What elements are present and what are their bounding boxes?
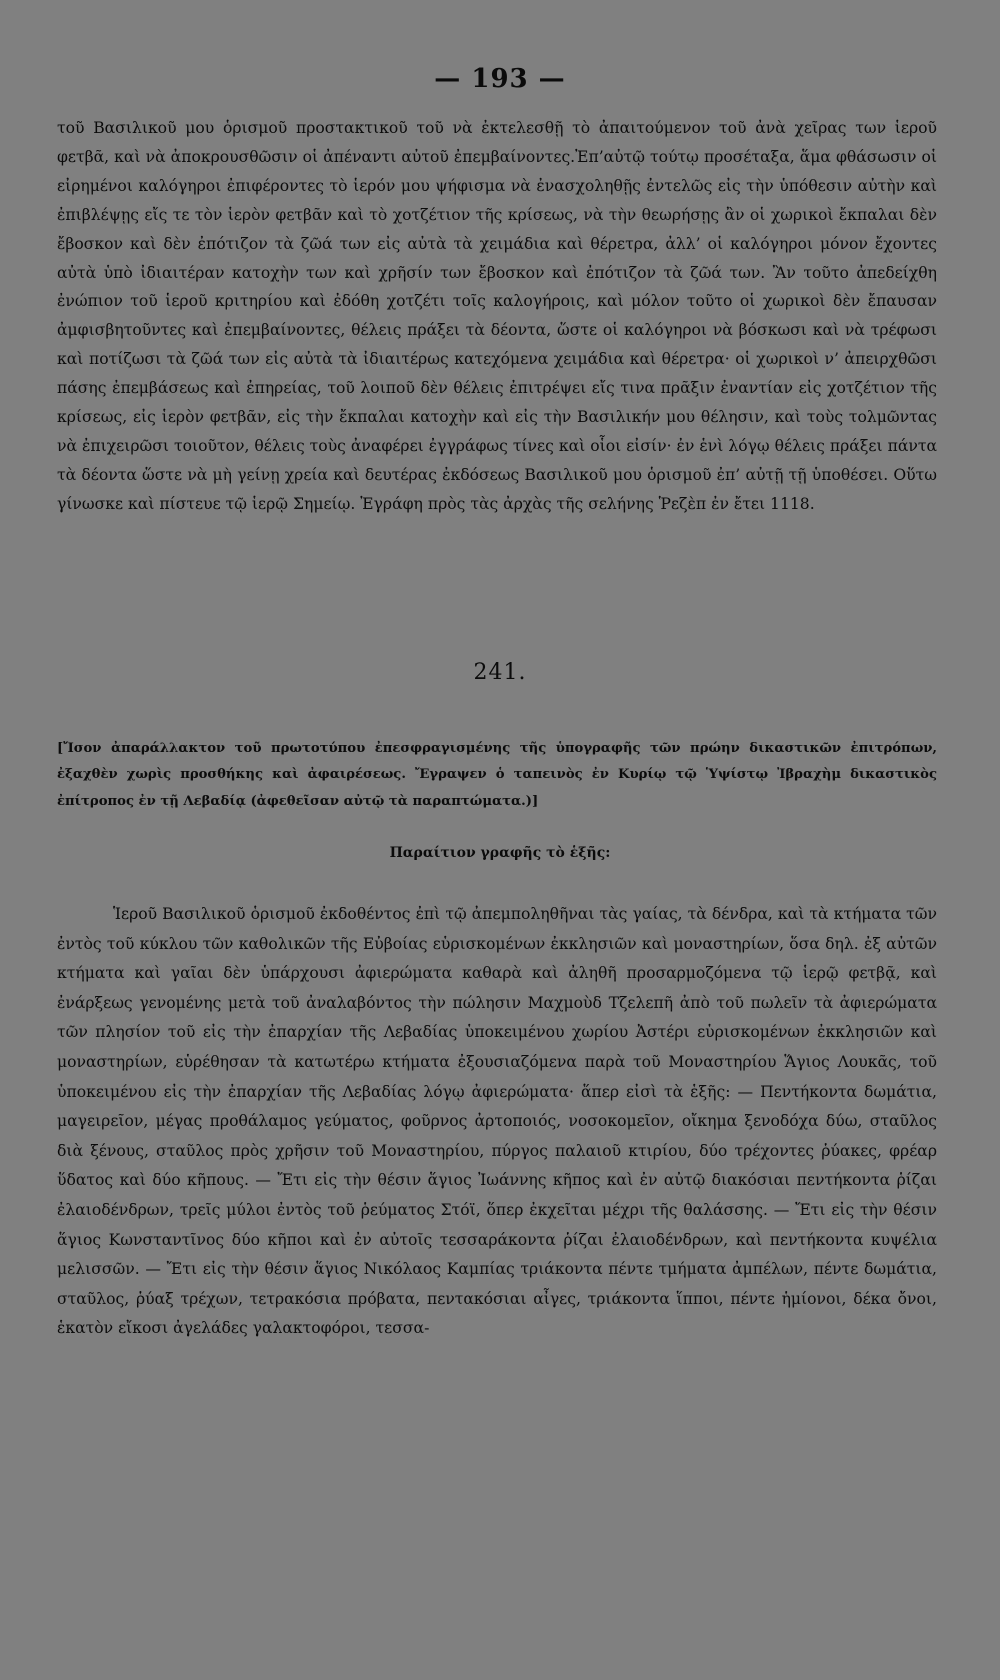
document-number: 241. [473,660,527,685]
decree-continuation-paragraph: τοῦ Βασιλικοῦ μου ὁρισμοῦ προστακτικοῦ τοῦ νὰ ἐκτελεσθῇ τὸ ἀπαιτούμενον τοῦ ἀνὰ χεῖρας των ἱεροῦ φετβᾶ, καὶ νὰ ἀποκρουσθῶσιν οἱ ἀπέναντι αὐτοῦ ἐπεμβαίνοντες.Ἐπ’αὐτῷ τούτῳ προσέταξα, ἅμα φθάσωσιν οἱ εἰρημένοι καλόγηροι ἐπιφέροντες τὸ ἱερόν μου ψήφισμα νὰ ἐνασχοληθῇς ἐντελῶς εἰς τὴν ὑπόθεσιν αὐτὴν καὶ ἐπιβλέψῃς εἴς τε τὸν ἱερὸν φετβᾶν καὶ τὸ χοτζέτιον τῆς κρίσεως, νὰ τὴν θεωρήσῃς ἂν οἱ χωρικοὶ ἔκπαλαι δὲν ἔβοσκον καὶ δὲν ἐπότιζον τὰ ζῶά των εἰς αὐτὰ τὰ χειμάδια καὶ θέρετρα, ἀλλ’ οἱ καλόγηροι μόνον ἔχοντες αὐτὰ ὑπὸ ἰδιαιτέραν κατοχὴν των καὶ χρῆσίν των ἔβοσκον καὶ ἐπότιζον τὰ ζῶά των. Ἂν τοῦτο ἀπεδείχθη ἐνώπιον τοῦ ἱεροῦ κριτηρίου καὶ ἐδόθη χοτζέτι τοῖς καλογήροις, καὶ μόλον τοῦτο οἱ χωρικοὶ δὲν ἔπαυσαν ἀμφισβητοῦντες καὶ ἐπεμβαίνοντες, θέλεις πράξει τὰ δέοντα, ὥστε οἱ καλόγηροι νὰ βόσκωσι καὶ νὰ τρέφωσι καὶ ποτίζωσι τὰ ζῶά των εἰς αὐτὰ τὰ ἰδιαιτέρως κατεχόμενα χειμάδια καὶ θέρετρα· οἱ χωρικοὶ ν’ ἀπειρχθῶσι πάσης ἐπεμβάσεως καὶ ἐπηρείας, τοῦ λοιποῦ δὲν θέλεις ἐπιτρέψει εἴς τινα πρᾶξιν ἐναντίαν εἰς χοτζέτιον τῆς κρίσεως, εἰς ἱερὸν φετβᾶν, εἰς τὴν ἔκπαλαι κατοχὴν καὶ εἰς τὴν Βασιλικήν μου θέλησιν, καὶ τοὺς τολμῶντας νὰ ἐπιχειρῶσι τοιοῦτον, θέλεις τοὺς ἀναφέρει ἐγγράφως τίνες καὶ οἷοι εἰσίν· ἐν ἑνὶ λόγῳ θέλεις πράξει πάντα τὰ δέοντα ὥστε νὰ μὴ γείνῃ χρεία καὶ δευτέρας ἐκδόσεως Βασιλικοῦ μου ὁρισμοῦ ἐπ’ αὐτῇ τῇ ὑποθέσει. Οὕτω γίνωσκε καὶ πίστευε τῷ ἱερῷ Σημείῳ. Ἐγράφη πρὸς τὰς ἀρχὰς τῆς σελήνης Ῥεζὲπ ἐν ἔτει 1118. [57,119,937,513]
property-list-paragraph: Ἱεροῦ Βασιλικοῦ ὁρισμοῦ ἐκδοθέντος ἐπὶ τῷ ἀπεμποληθῆναι τὰς γαίας, τὰ δένδρα, καὶ τὰ κτήματα τῶν ἐντὸς τοῦ κύκλου τῶν καθολικῶν τῆς Εὐβοίας εὑρισκομένων ἐκκλησιῶν καὶ μοναστηρίων, ὅσα δηλ. ἐξ αὐτῶν κτήματα καὶ γαῖαι δὲν ὑπάρχουσι ἀφιερώματα καθαρὰ καὶ ἀληθῆ προσαρμοζόμενα τῷ ἱερῷ φετβᾷ, καὶ ἐνάρξεως γενομένης μετὰ τοῦ ἀναλαβόντος τὴν πώλησιν Μαχμοὺδ Τζελεπῆ ἀπὸ τοῦ πωλεῖν τὰ ἀφιερώματα τῶν πλησίον τοῦ εἰς τὴν ἐπαρχίαν τῆς Λεβαδίας ὑποκειμένου χωρίου Ἀστέρι εὑρισκομένων ἐκκλησιῶν καὶ μοναστηρίων, εὑρέθησαν τὰ κατωτέρω κτήματα ἐξουσιαζόμενα παρὰ τοῦ Μοναστηρίου Ἅγιος Λουκᾶς, τοῦ ὑποκειμένου εἰς τὴν ἐπαρχίαν τῆς Λεβαδίας λόγῳ ἀφιερώματα· ἅπερ εἰσὶ τὰ ἑξῆς: — Πεντήκοντα δωμάτια, μαγειρεῖον, μέγας προθάλαμος γεύματος, φοῦρνος ἀρτοποιός, νοσοκομεῖον, οἴκημα ξενοδόχα δύω, σταῦλος διὰ ξένους, σταῦλος πρὸς χρῆσιν τοῦ Μοναστηρίου, πύργος παλαιοῦ κτιρίου, δύο τρέχοντες ῥύακες, φρέαρ ὕδατος καὶ δύο κῆπους. — Ἔτι εἰς τὴν θέσιν ἅγιος Ἰωάννης κῆπος καὶ ἐν αὐτῷ διακόσιαι πεντήκοντα ῥίζαι ἐλαιοδένδρων, τρεῖς μύλοι ἐντὸς τοῦ ῥεύματος Στόϊ, ὅπερ ἐκχεῖται μέχρι τῆς θαλάσσης. — Ἔτι εἰς τὴν θέσιν ἅγιος Κωνσταντῖνος δύο κῆποι καὶ ἐν αὐτοῖς τεσσαράκοντα ῥίζαι ἐλαιοδένδρων, καὶ πεντήκοντα κυψέλια μελισσῶν. — Ἔτι εἰς τὴν θέσιν ἅγιος Νικόλαος Καμπίας τριάκοντα πέντε τμήματα ἀμπέλων, πέντε δωμάτια, σταῦλος, ῥύαξ τρέχων, τετρακόσια πρόβατα, πεντακόσιαι αἶγες, τριάκοντα ἵπποι, πέντε ἡμίονοι, δέκα ὄνοι, ἑκατὸν εἴκοσι ἀγελάδες γαλακτοφόροι, τεσσα- [57,905,937,1338]
page-number: — 193 — [434,64,566,94]
copy-heading: Παραίτιον γραφῆς τὸ ἑξῆς: [389,845,611,861]
certification-note: [Ἴσον ἀπαράλλακτον τοῦ πρωτοτύπου ἐπεσφραγισμένης τῆς ὑπογραφῆς τῶν πρώην δικαστικῶν ἐπιτρόπων, ἐξαχθὲν χωρὶς προσθήκης καὶ ἀφαιρέσεως. Ἔγραψεν ὁ ταπεινὸς ἐν Κυρίῳ τῷ Ὑψίστῳ Ἰβραχὴμ δικαστικὸς ἐπίτροπος ἐν τῇ Λεβαδίᾳ (ἀφεθεῖσαν αὐτῷ τὰ παραπτώματα.)] [57,741,937,809]
